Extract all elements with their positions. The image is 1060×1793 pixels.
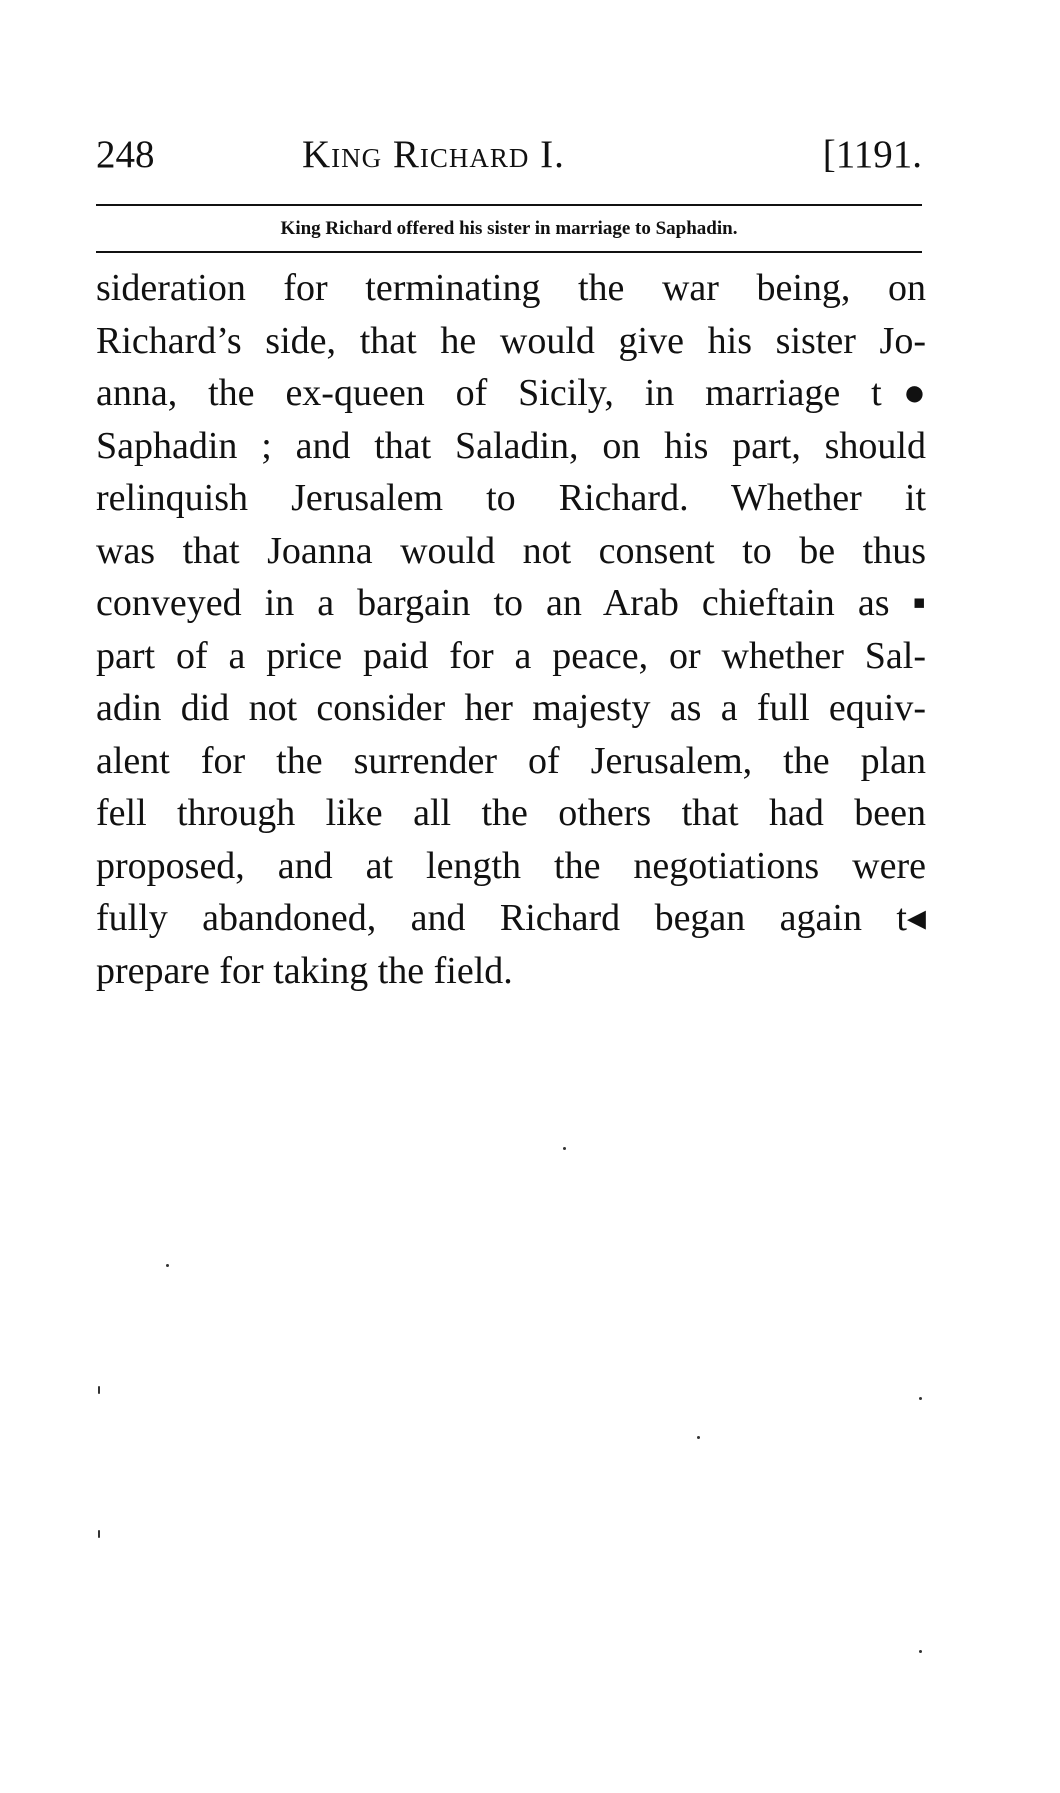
page-subheading: King Richard offered his sister in marriage to Saphadin. — [280, 218, 738, 239]
text-line: anna, the ex-queen of Sicily, in marriage t● — [96, 372, 926, 414]
book-title: King Richard I. — [302, 133, 565, 176]
text-line: was that Joanna would not consent to be thus — [96, 529, 926, 572]
year-marker: [1191. — [822, 133, 922, 176]
text-line: proposed, and at length the negotiations were — [96, 844, 926, 887]
text-line: sideration for terminating the war being, on — [96, 267, 926, 309]
text-line: alent for the surrender of Jerusalem, the plan — [96, 739, 926, 782]
header-rule-bottom — [96, 251, 922, 253]
text-line: part of a price paid for a peace, or whether Sal- — [96, 634, 926, 677]
scan-speck — [697, 1436, 700, 1439]
text-line: adin did not consider her majesty as a full equiv- — [96, 687, 926, 729]
scan-speck — [563, 1147, 566, 1150]
scan-speck — [98, 1530, 100, 1538]
header-rule-top — [96, 204, 922, 206]
text-line: Richard’s side, that he would give his sister Jo- — [96, 319, 926, 362]
scan-speck — [919, 1650, 922, 1653]
text-line: Saphadin ; and that Saladin, on his part, should — [96, 424, 926, 467]
text-line: fully abandoned, and Richard began again t◂ — [96, 897, 926, 939]
text-line: conveyed in a bargain to an Arab chieftain as ▪ — [96, 582, 926, 624]
scan-speck — [166, 1264, 169, 1267]
scan-speck — [919, 1397, 922, 1400]
page-number: 248 — [96, 133, 155, 176]
scan-speck — [98, 1386, 100, 1394]
body-text — [96, 262, 926, 997]
text-line: fell through like all the others that had been — [96, 792, 926, 834]
running-head — [96, 124, 922, 186]
text-line: prepare for taking the field. — [96, 949, 513, 992]
text-line: relinquish Jerusalem to Richard. Whether it — [96, 477, 926, 519]
